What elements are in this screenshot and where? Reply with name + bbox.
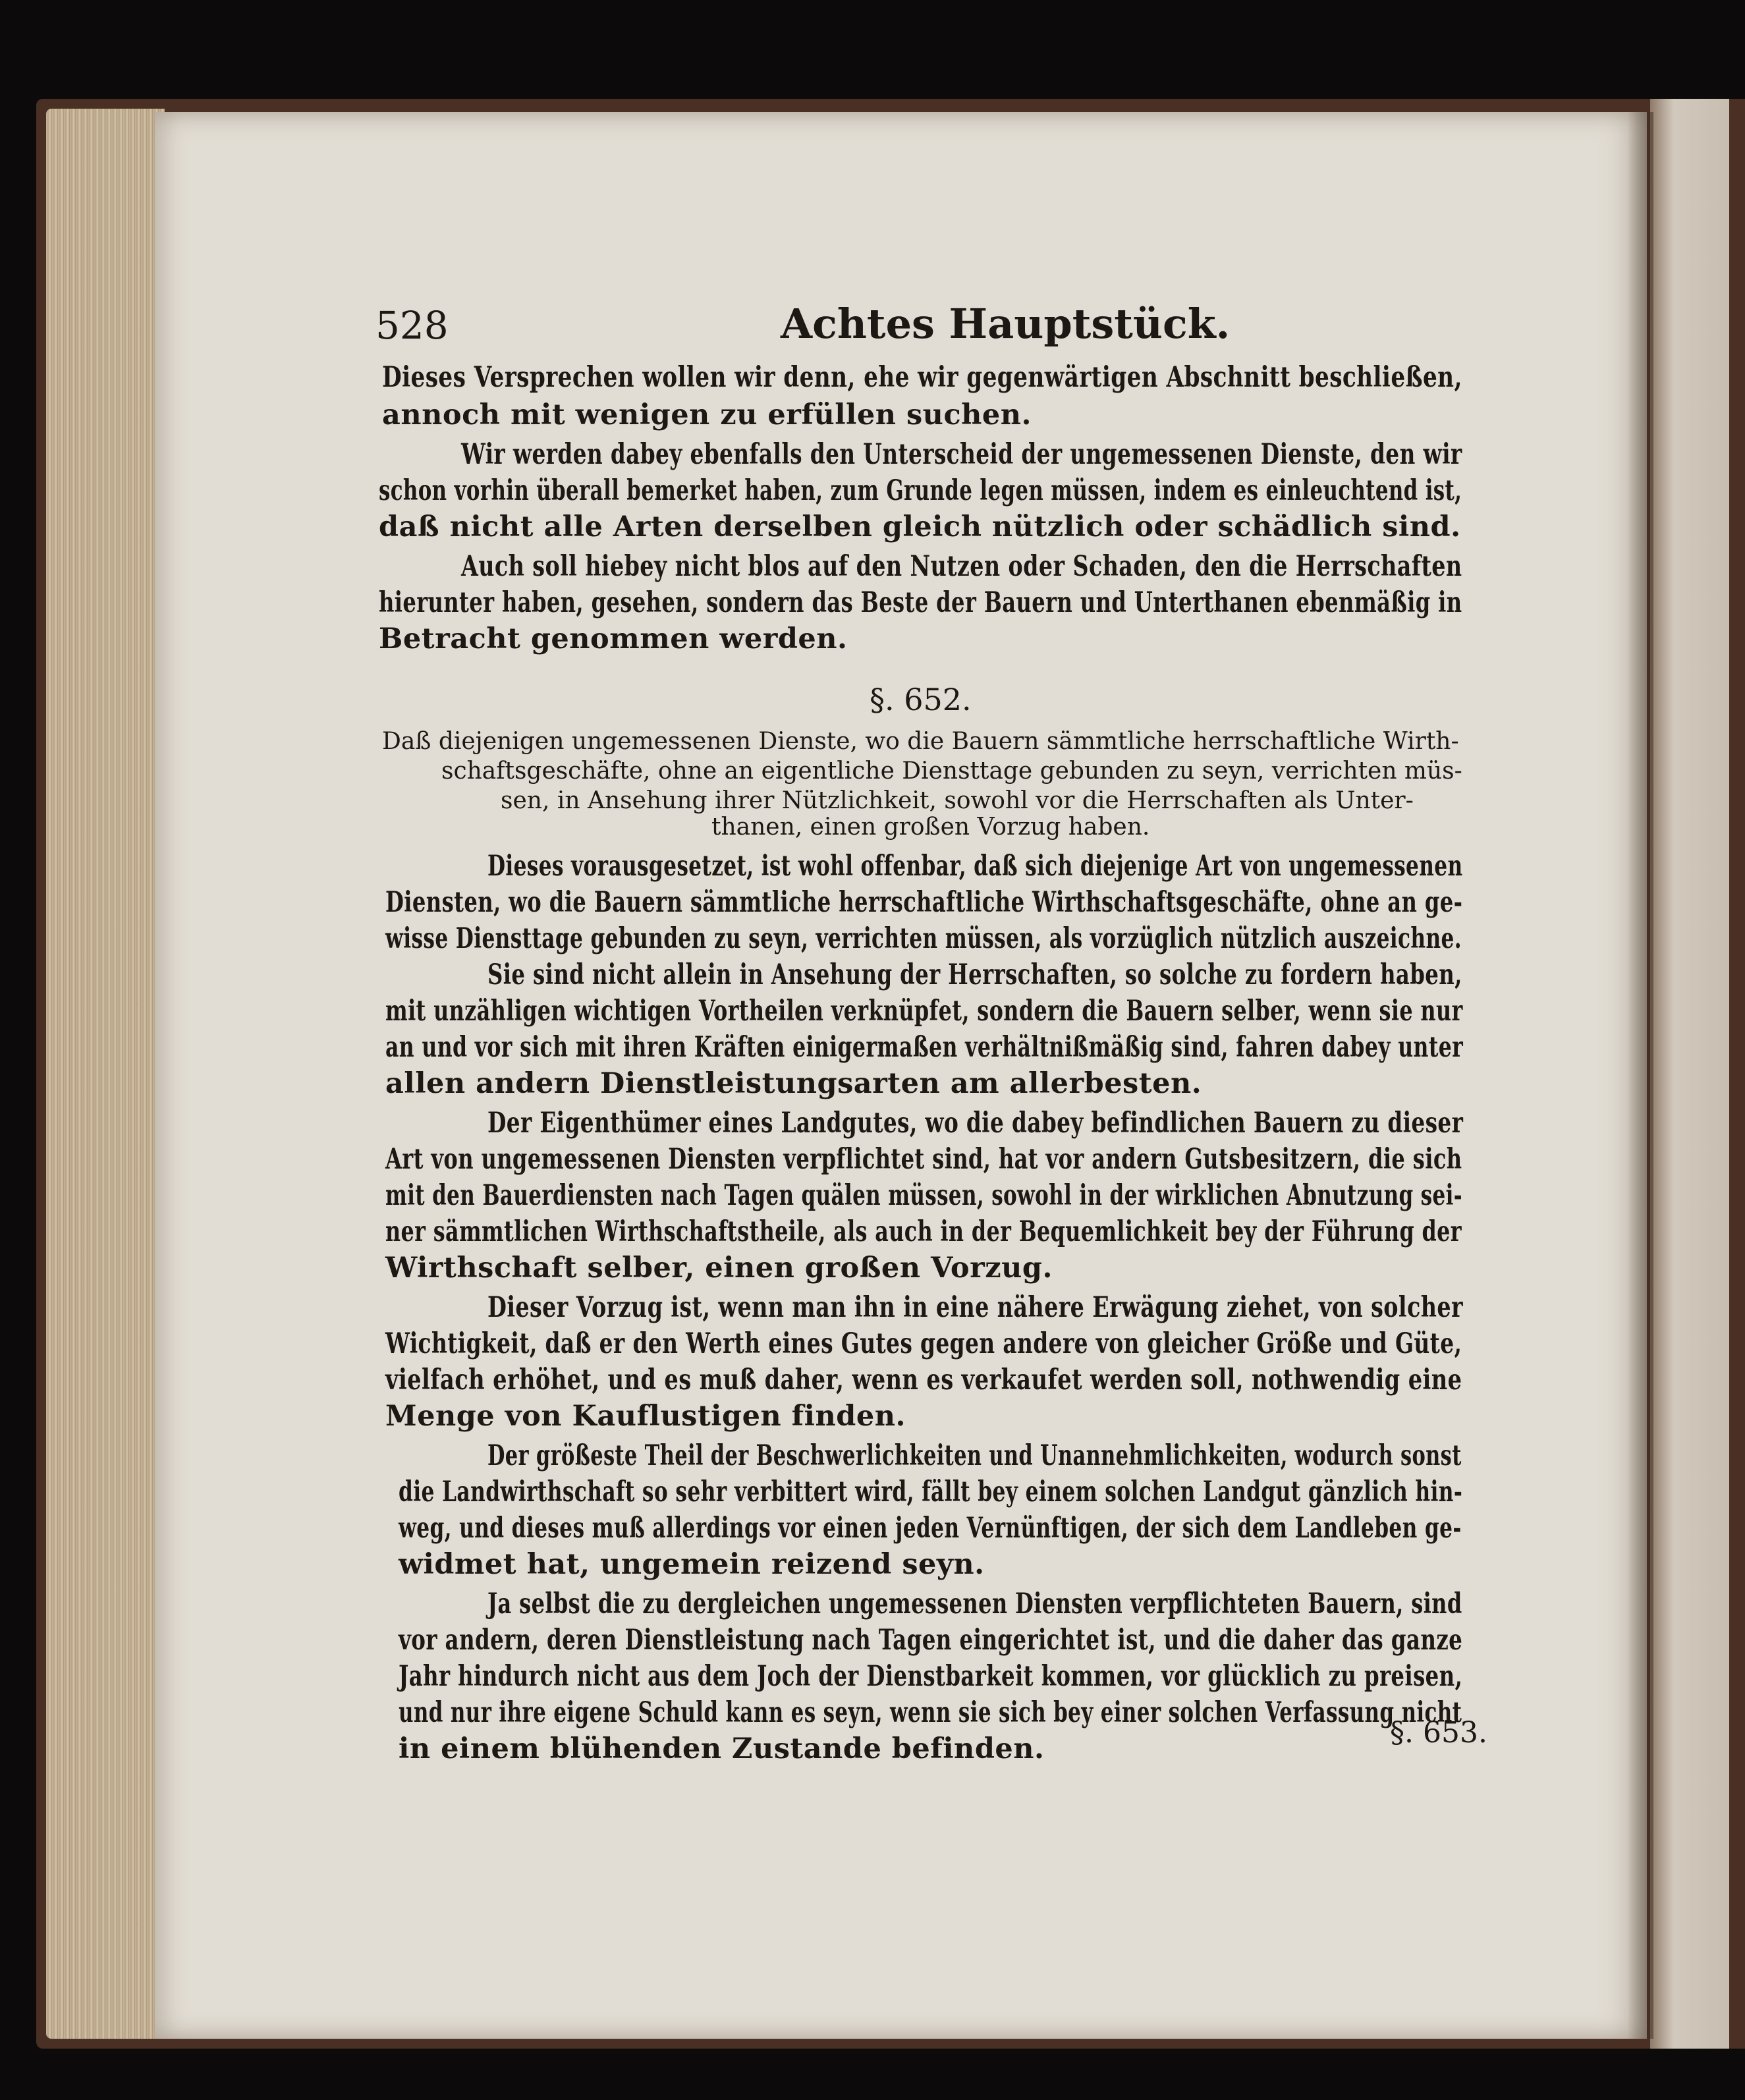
text-line: vielfach erhöhet, und es muß daher, wenn es verkaufet werden soll, nothwendig eine [385, 1364, 1462, 1396]
summary-line: sen, in Ansehung ihrer Nützlichkeit, sowohl vor die Herrschaften als Unter- [501, 787, 1414, 814]
text-line: allen andern Dienstleistungsarten am allerbesten. [385, 1067, 1202, 1100]
text-line: Sie sind nicht allein in Ansehung der Herrschaften, so solche zu fordern haben, [487, 958, 1462, 991]
facing-page-edge [1650, 99, 1729, 2049]
text-line: Menge von Kauflustigen finden. [385, 1400, 906, 1433]
text-line: die Landwirthschaft so sehr verbittert wird, fällt bey einem solchen Landgut gänzlich hin- [399, 1476, 1463, 1508]
text-line: mit den Bauerdiensten nach Tagen quälen müssen, sowohl in der wirklichen Abnutzung sei- [385, 1179, 1462, 1212]
text-line: Dieses Versprechen wollen wir denn, ehe wir gegenwärtigen Abschnitt beschließen, [382, 361, 1462, 394]
text-line: weg, und dieses muß allerdings vor einen jeden Vernünftigen, der sich dem Landleben ge- [399, 1512, 1462, 1545]
text-line: Wir werden dabey ebenfalls den Unterscheid der ungemessenen Dienste, den wir [461, 438, 1462, 471]
text-line: daß nicht alle Arten derselben gleich nützlich oder schädlich sind. [379, 511, 1461, 543]
text-line: in einem blühenden Zustande befinden. [399, 1732, 1045, 1765]
text-line: und nur ihre eigene Schuld kann es seyn, wenn sie sich bey einer solchen Verfassung nicht [399, 1696, 1462, 1729]
text-line: Ja selbst die zu dergleichen ungemessenen Diensten verpflichteten Bauern, sind [487, 1588, 1462, 1620]
page-number: 528 [375, 303, 449, 348]
text-line: Der größeste Theil der Beschwerlichkeiten und Unannehmlichkeiten, wodurch sonst [487, 1439, 1462, 1472]
chapter-title: Achtes Hauptstück. [781, 300, 1231, 348]
text-line: annoch mit wenigen zu erfüllen suchen. [382, 399, 1032, 431]
text-line: an und vor sich mit ihren Kräften einigermaßen verhältnißmäßig sind, fahren dabey unter [385, 1031, 1464, 1064]
text-line: ner sämmtlichen Wirthschaftstheile, als auch in der Bequemlichkeit bey der Führung der [385, 1215, 1462, 1248]
page-gutter [1627, 112, 1653, 2039]
text-line: Auch soll hiebey nicht blos auf den Nutzen oder Schaden, den die Herrschaften [461, 550, 1462, 583]
text-line: Wichtigkeit, daß er den Werth eines Gutes gegen andere von gleicher Größe und Güte, [385, 1327, 1462, 1360]
summary-line: thanen, einen großen Vorzug haben. [711, 814, 1150, 841]
text-line: Der Eigenthümer eines Landgutes, wo die dabey befindlichen Bauern zu dieser [487, 1107, 1464, 1140]
summary-line: schaftsgeschäfte, ohne an eigentliche Diensttage gebunden zu seyn, verrichten müs- [441, 758, 1462, 785]
summary-line: Daß diejenigen ungemessenen Dienste, wo die Bauern sämmtliche herrschaftliche Wirth- [382, 728, 1459, 755]
page-edges [46, 109, 165, 2039]
text-line: hierunter haben, gesehen, sondern das Beste der Bauern und Unterthanen ebenmäßig in [379, 586, 1462, 619]
text-line: Wirthschaft selber, einen großen Vorzug. [385, 1252, 1053, 1285]
text-line: Dieser Vorzug ist, wenn man ihn in eine nähere Erwägung ziehet, von solcher [487, 1291, 1463, 1324]
catchword: §. 653. [1390, 1716, 1487, 1750]
text-line: mit unzähligen wichtigen Vortheilen verknüpfet, sondern die Bauern selber, wenn sie nur [385, 995, 1463, 1028]
text-line: vor andern, deren Dienstleistung nach Tagen eingerichtet ist, und die daher das ganze [399, 1624, 1463, 1657]
text-line: Diensten, wo die Bauern sämmtliche herrschaftliche Wirthschaftsgeschäfte, ohne an ge- [385, 886, 1463, 919]
text-line: Jahr hindurch nicht aus dem Joch der Dienstbarkeit kommen, vor glücklich zu preisen, [399, 1660, 1463, 1693]
text-line: wisse Diensttage gebunden zu seyn, verrichten müssen, als vorzüglich nützlich auszeichne. [385, 922, 1462, 955]
text-line: widmet hat, ungemein reizend seyn. [399, 1548, 985, 1581]
section-number: §. 652. [870, 682, 972, 717]
text-line: Art von ungemessenen Diensten verpflichtet sind, hat vor andern Gutsbesitzern, die sich [385, 1143, 1462, 1176]
text-line: Dieses vorausgesetzet, ist wohl offenbar, daß sich diejenige Art von ungemessenen [487, 850, 1463, 883]
text-line: Betracht genommen werden. [379, 622, 848, 655]
text-line: schon vorhin überall bemerket haben, zum Grunde legen müssen, indem es einleuchtend ist, [379, 474, 1462, 507]
